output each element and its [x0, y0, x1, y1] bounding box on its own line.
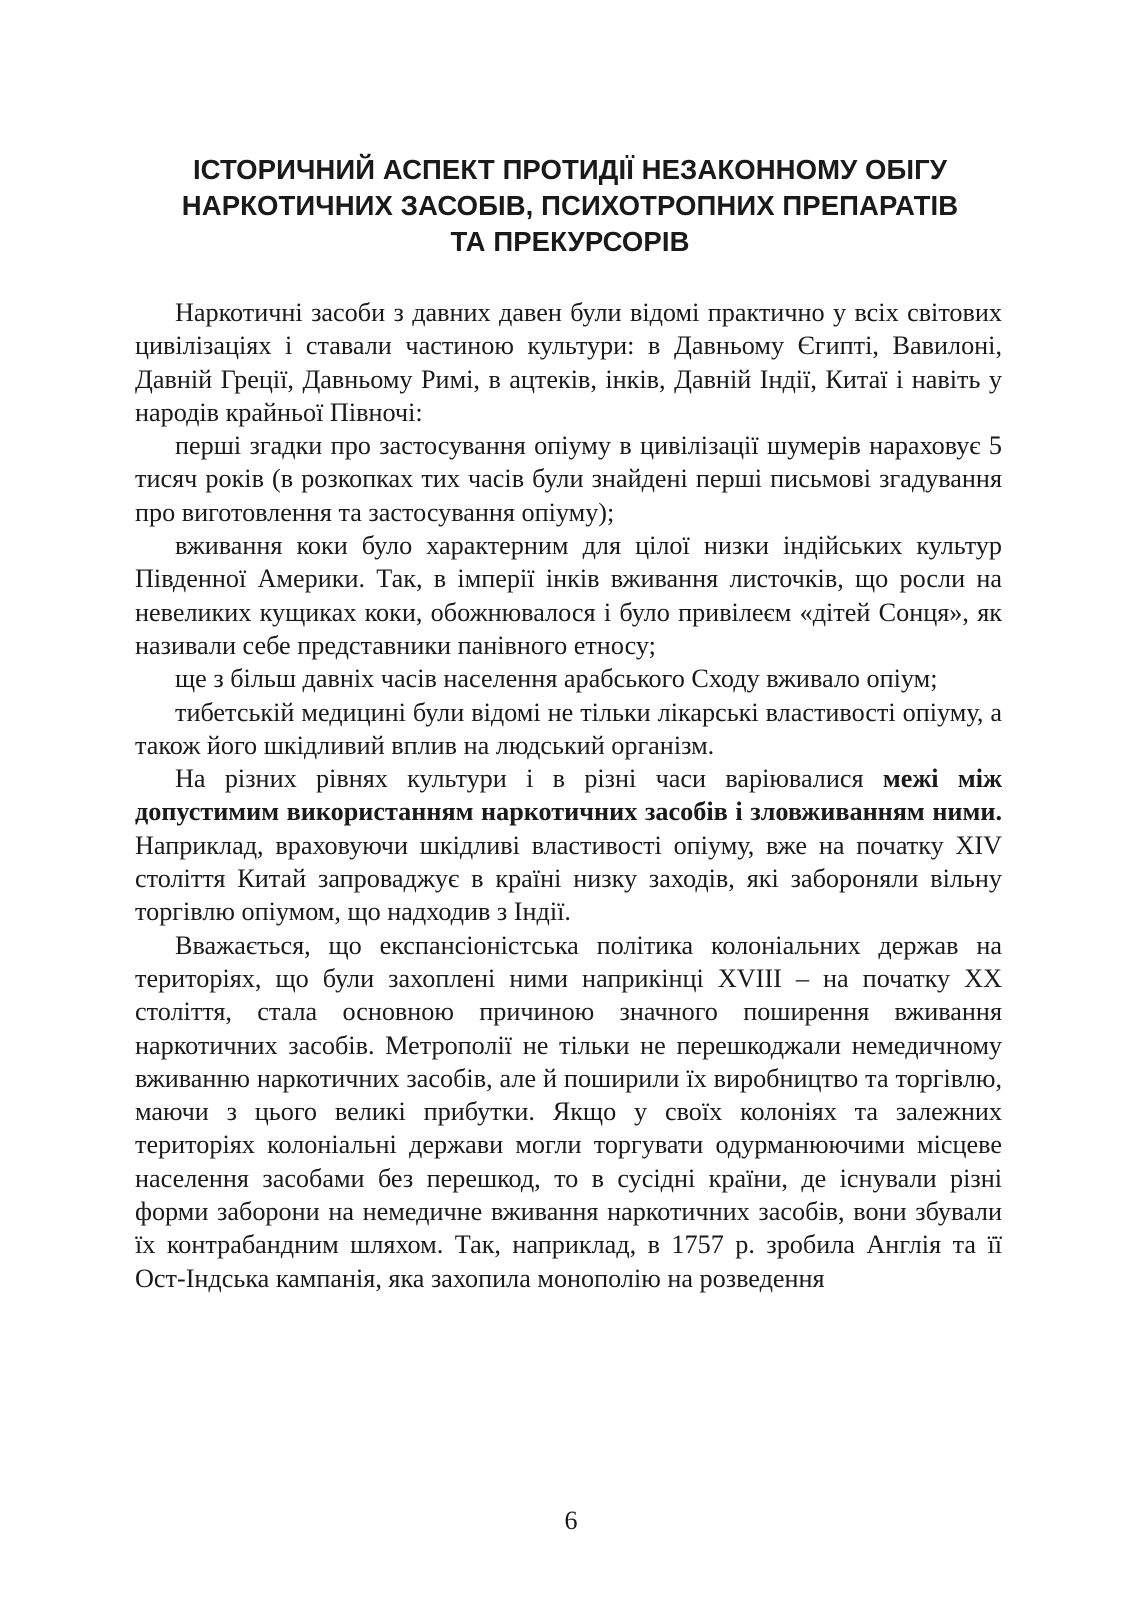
paragraph-arab-east: ще з більш давніх часів населення арабського Сходу вживало опіум; [175, 664, 938, 694]
paragraph-boundaries-rest: Наприклад, враховуючи шкідливі властивості опіуму, вже на початку XIV століття Китай запроваджує в країні низку заходів, які забороняли вільну торгівлю опіумом, що надходив з Індії. [135, 830, 1002, 927]
bold-emphasis: межі між допустимим використанням наркотичних засобів і зловживанням ними. [135, 764, 1002, 827]
title-line: ІСТОРИЧНИЙ АСПЕКТ ПРОТИДІЇ НЕЗАКОННОМУ ОБІГУ [192, 154, 948, 185]
body-text [135, 296, 1002, 1295]
title-line: ТА ПРЕКУРСОРІВ [450, 226, 690, 257]
paragraph-tibetan-medicine: тибетській медицині були відомі не тільки лікарські властивості опіуму, а також його шкідливий вплив на людський організм. [135, 697, 1002, 760]
paragraph-intro: Наркотичні засоби з давних давен були відомі практично у всіх світових цивілізаціях і ставали частиною культури: в Давньому Єгипті, Вавилоні, Давній Греції, Давньому Римі, в ацтеків, інків, Давній Індії, Китаї і навіть у народів крайньої Півночі: [135, 298, 1002, 427]
paragraph-boundaries [135, 762, 1002, 928]
paragraph-colonial-policy: Вважається, що експансіоністська політика колоніальних держав на територіях, що були захоплені ними наприкінці XVIII – на початку XX століття, стала основною причиною значного поширення вживання наркотичних засобів. Метрополії не тільки не перешкоджали немедичному вживанню наркотичних засобів, але й поширили їх виробництво та торгівлю, маючи з цього великі прибутки. Якщо у своїх колоніях та залежних територіях колоніальні держави могли торгувати одурманюючими місцеве населення засобами без перешкод, то в сусідні країни, де існували різні форми заборони на немедичне вживання наркотичних засобів, вони збували їх контрабандним шляхом. Так, наприклад, в 1757 р. зробила Англія та її Ост-Індська кампанія, яка захопила монополію на розведення [135, 930, 1002, 1293]
title-line: НАРКОТИЧНИХ ЗАСОБІВ, ПСИХОТРОПНИХ ПРЕПАРАТІВ [181, 190, 959, 221]
page-title [140, 152, 1000, 260]
paragraph-sumerians: перші згадки про застосування опіуму в цивілізації шумерів нараховує 5 тисяч років (в розкопках тих часів були знайдені перші письмові згадування про виготовлення та застосування опіуму); [135, 431, 1002, 527]
page-number: 6 [564, 1506, 578, 1535]
paragraph-boundaries-lead: На різних рівнях культури і в різні часи варіювалися [175, 764, 883, 794]
paragraph-coca: вживання коки було характерним для цілої низки індійських культур Південної Америки. Так, в імперії інків вживання листочків, що росли на невеликих кущиках коки, обожнювалося і було привілеєм «дітей Сонця», як називали себе представники панівного етносу; [135, 531, 1002, 660]
